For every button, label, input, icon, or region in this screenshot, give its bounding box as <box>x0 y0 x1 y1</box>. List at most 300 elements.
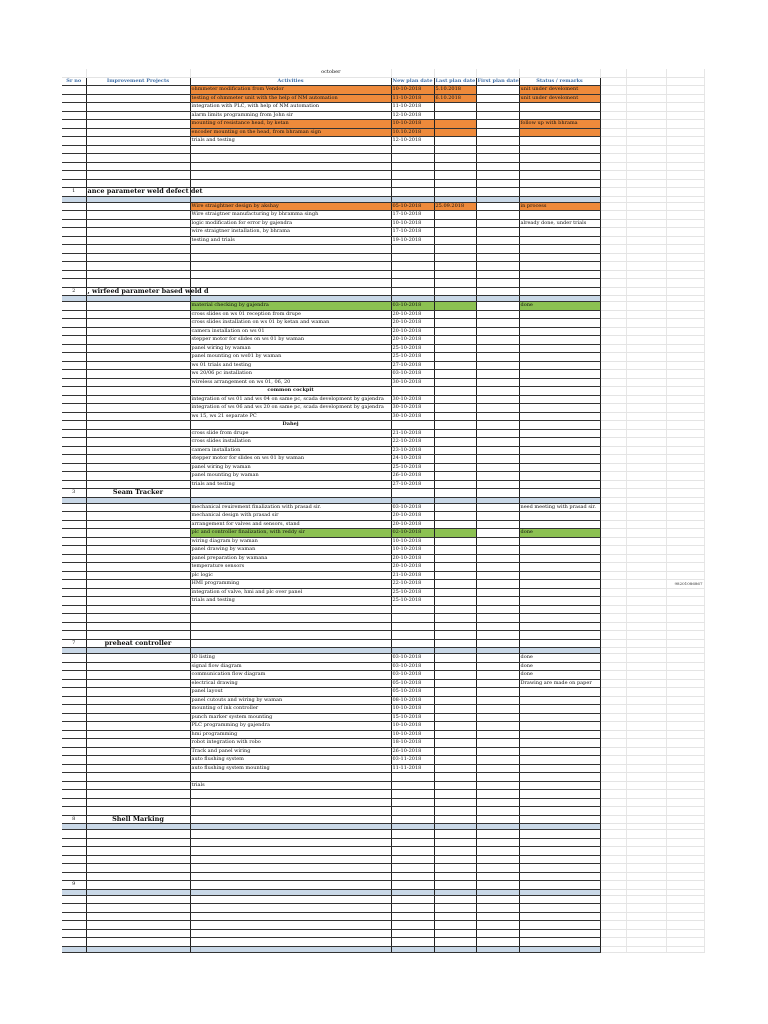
activity-cell[interactable]: plc logic <box>190 571 391 580</box>
activity-cell[interactable]: stepper motor for slides on ws 01 by waman <box>190 336 391 345</box>
status-cell[interactable]: unit under develoment <box>519 94 600 103</box>
activity-cell[interactable] <box>190 881 391 890</box>
new-plan-date-cell[interactable] <box>391 790 434 799</box>
status-cell[interactable] <box>519 480 600 489</box>
new-plan-date-cell[interactable] <box>391 387 434 396</box>
status-cell[interactable] <box>519 145 600 154</box>
first-plan-date-cell[interactable] <box>476 236 519 245</box>
new-plan-date-cell[interactable]: 02-10-2018 <box>391 529 434 538</box>
first-plan-date-cell[interactable] <box>476 679 519 688</box>
first-plan-date-cell[interactable] <box>476 446 519 455</box>
last-plan-date-cell[interactable] <box>434 387 476 396</box>
last-plan-date-cell[interactable] <box>434 546 476 555</box>
status-cell[interactable] <box>519 446 600 455</box>
last-plan-date-cell[interactable] <box>434 120 476 129</box>
last-plan-date-cell[interactable]: 25.09.2018 <box>434 202 476 211</box>
new-plan-date-cell[interactable]: 12-10-2018 <box>391 111 434 120</box>
activity-cell[interactable]: stepper motor for slides on ws 01 by waman <box>190 455 391 464</box>
last-plan-date-cell[interactable] <box>434 179 476 188</box>
activity-cell[interactable]: testing and trials <box>190 236 391 245</box>
new-plan-date-cell[interactable]: 25-10-2018 <box>391 588 434 597</box>
first-plan-date-cell[interactable] <box>476 696 519 705</box>
new-plan-date-cell[interactable] <box>391 807 434 816</box>
first-plan-date-cell[interactable] <box>476 872 519 881</box>
first-plan-date-cell[interactable] <box>476 270 519 279</box>
last-plan-date-cell[interactable] <box>434 563 476 572</box>
new-plan-date-cell[interactable]: 26-10-2018 <box>391 747 434 756</box>
new-plan-date-cell[interactable]: 11-10-2018 <box>391 94 434 103</box>
activity-cell[interactable]: panel preparation by wamana <box>190 554 391 563</box>
last-plan-date-cell[interactable] <box>434 111 476 120</box>
status-cell[interactable] <box>519 537 600 546</box>
activity-cell[interactable] <box>190 938 391 947</box>
status-cell[interactable] <box>519 310 600 319</box>
last-plan-date-cell[interactable] <box>434 730 476 739</box>
activity-cell[interactable]: auto flushing system mounting <box>190 764 391 773</box>
last-plan-date-cell[interactable] <box>434 622 476 631</box>
status-cell[interactable] <box>519 639 600 648</box>
status-cell[interactable]: done <box>519 654 600 663</box>
first-plan-date-cell[interactable] <box>476 472 519 481</box>
last-plan-date-cell[interactable] <box>434 463 476 472</box>
activity-cell[interactable] <box>190 912 391 921</box>
activity-cell[interactable]: integration of ws 01 and ws 04 on same pc, scada development by gajendra <box>190 395 391 404</box>
activity-cell[interactable]: panel mounting by waman <box>190 472 391 481</box>
last-plan-date-cell[interactable] <box>434 489 476 498</box>
new-plan-date-cell[interactable]: 05-10-2018 <box>391 688 434 697</box>
first-plan-date-cell[interactable] <box>476 395 519 404</box>
new-plan-date-cell[interactable]: 20-10-2018 <box>391 336 434 345</box>
activity-cell[interactable] <box>190 245 391 254</box>
activity-cell[interactable]: plc and controller finalization, with reddy sir <box>190 529 391 538</box>
first-plan-date-cell[interactable] <box>476 705 519 714</box>
activity-cell[interactable] <box>190 614 391 623</box>
activity-cell[interactable]: trials and testing <box>190 597 391 606</box>
activity-cell[interactable]: IO listing <box>190 654 391 663</box>
first-plan-date-cell[interactable] <box>476 228 519 237</box>
first-plan-date-cell[interactable] <box>476 202 519 211</box>
first-plan-date-cell[interactable] <box>476 429 519 438</box>
activity-cell[interactable] <box>190 790 391 799</box>
last-plan-date-cell[interactable] <box>434 429 476 438</box>
last-plan-date-cell[interactable] <box>434 245 476 254</box>
first-plan-date-cell[interactable] <box>476 662 519 671</box>
status-cell[interactable]: in process <box>519 202 600 211</box>
first-plan-date-cell[interactable] <box>476 310 519 319</box>
status-cell[interactable] <box>519 336 600 345</box>
status-cell[interactable] <box>519 489 600 498</box>
last-plan-date-cell[interactable] <box>434 137 476 146</box>
status-cell[interactable] <box>519 730 600 739</box>
activity-cell[interactable] <box>190 921 391 930</box>
last-plan-date-cell[interactable] <box>434 253 476 262</box>
activity-cell[interactable]: material checking by gajendra <box>190 302 391 311</box>
new-plan-date-cell[interactable] <box>391 881 434 890</box>
new-plan-date-cell[interactable]: 27-10-2018 <box>391 361 434 370</box>
last-plan-date-cell[interactable] <box>434 904 476 913</box>
new-plan-date-cell[interactable]: 03-10-2018 <box>391 370 434 379</box>
activity-cell[interactable] <box>190 639 391 648</box>
first-plan-date-cell[interactable] <box>476 319 519 328</box>
status-cell[interactable] <box>519 847 600 856</box>
first-plan-date-cell[interactable] <box>476 162 519 171</box>
new-plan-date-cell[interactable]: 22-10-2018 <box>391 580 434 589</box>
new-plan-date-cell[interactable] <box>391 622 434 631</box>
last-plan-date-cell[interactable] <box>434 421 476 430</box>
activity-cell[interactable]: electrical drawing <box>190 679 391 688</box>
activity-cell[interactable]: camera installation <box>190 446 391 455</box>
first-plan-date-cell[interactable] <box>476 327 519 336</box>
first-plan-date-cell[interactable] <box>476 929 519 938</box>
status-cell[interactable] <box>519 245 600 254</box>
status-cell[interactable] <box>519 563 600 572</box>
last-plan-date-cell[interactable] <box>434 764 476 773</box>
activity-cell[interactable]: robot integration with robo <box>190 739 391 748</box>
last-plan-date-cell[interactable] <box>434 520 476 529</box>
new-plan-date-cell[interactable]: 08-10-2018 <box>391 696 434 705</box>
last-plan-date-cell[interactable]: 6.10.2018 <box>434 94 476 103</box>
last-plan-date-cell[interactable] <box>434 688 476 697</box>
new-plan-date-cell[interactable]: 03-10-2018 <box>391 662 434 671</box>
status-cell[interactable] <box>519 904 600 913</box>
status-cell[interactable] <box>519 179 600 188</box>
activity-cell[interactable]: trials and testing <box>190 480 391 489</box>
status-cell[interactable] <box>519 137 600 146</box>
new-plan-date-cell[interactable]: 12-10-2018 <box>391 137 434 146</box>
last-plan-date-cell[interactable] <box>434 154 476 163</box>
first-plan-date-cell[interactable] <box>476 773 519 782</box>
status-cell[interactable] <box>519 228 600 237</box>
status-cell[interactable] <box>519 455 600 464</box>
last-plan-date-cell[interactable] <box>434 537 476 546</box>
status-cell[interactable] <box>519 781 600 790</box>
status-cell[interactable] <box>519 912 600 921</box>
activity-cell[interactable] <box>190 855 391 864</box>
first-plan-date-cell[interactable] <box>476 895 519 904</box>
activity-cell[interactable]: wireless arrangement on ws 01, 06, 20 <box>190 378 391 387</box>
last-plan-date-cell[interactable] <box>434 287 476 296</box>
last-plan-date-cell[interactable] <box>434 739 476 748</box>
activity-cell[interactable] <box>190 262 391 271</box>
first-plan-date-cell[interactable] <box>476 764 519 773</box>
activity-cell[interactable]: wire straigtner installation, by bhrama <box>190 228 391 237</box>
first-plan-date-cell[interactable] <box>476 211 519 220</box>
activity-cell[interactable] <box>190 904 391 913</box>
new-plan-date-cell[interactable] <box>391 938 434 947</box>
new-plan-date-cell[interactable]: 21-10-2018 <box>391 429 434 438</box>
status-cell[interactable] <box>519 739 600 748</box>
last-plan-date-cell[interactable] <box>434 310 476 319</box>
last-plan-date-cell[interactable] <box>434 353 476 362</box>
first-plan-date-cell[interactable] <box>476 815 519 824</box>
new-plan-date-cell[interactable]: 10-10-2018 <box>391 120 434 129</box>
status-cell[interactable] <box>519 588 600 597</box>
last-plan-date-cell[interactable] <box>434 228 476 237</box>
first-plan-date-cell[interactable] <box>476 838 519 847</box>
status-cell[interactable]: follow up with bhrama <box>519 120 600 129</box>
status-cell[interactable] <box>519 188 600 197</box>
first-plan-date-cell[interactable] <box>476 336 519 345</box>
new-plan-date-cell[interactable] <box>391 864 434 873</box>
status-cell[interactable] <box>519 790 600 799</box>
first-plan-date-cell[interactable] <box>476 219 519 228</box>
last-plan-date-cell[interactable] <box>434 171 476 180</box>
new-plan-date-cell[interactable]: 25-10-2018 <box>391 353 434 362</box>
first-plan-date-cell[interactable] <box>476 404 519 413</box>
first-plan-date-cell[interactable] <box>476 904 519 913</box>
first-plan-date-cell[interactable] <box>476 245 519 254</box>
last-plan-date-cell[interactable] <box>434 438 476 447</box>
status-cell[interactable] <box>519 895 600 904</box>
first-plan-date-cell[interactable] <box>476 921 519 930</box>
first-plan-date-cell[interactable] <box>476 412 519 421</box>
last-plan-date-cell[interactable] <box>434 188 476 197</box>
last-plan-date-cell[interactable] <box>434 472 476 481</box>
status-cell[interactable] <box>519 597 600 606</box>
last-plan-date-cell[interactable] <box>434 798 476 807</box>
status-cell[interactable] <box>519 387 600 396</box>
last-plan-date-cell[interactable] <box>434 747 476 756</box>
new-plan-date-cell[interactable] <box>391 188 434 197</box>
activity-cell[interactable]: panel wiring by waman <box>190 344 391 353</box>
last-plan-date-cell[interactable] <box>434 756 476 765</box>
status-cell[interactable] <box>519 614 600 623</box>
last-plan-date-cell[interactable] <box>434 145 476 154</box>
activity-cell[interactable]: panel layout <box>190 688 391 697</box>
status-cell[interactable] <box>519 463 600 472</box>
status-cell[interactable] <box>519 279 600 288</box>
first-plan-date-cell[interactable] <box>476 537 519 546</box>
activity-cell[interactable]: mechanical reuirement finalization with prasad sir. <box>190 503 391 512</box>
activity-cell[interactable]: ws 01 trials and testing <box>190 361 391 370</box>
activity-cell[interactable]: trials <box>190 781 391 790</box>
last-plan-date-cell[interactable] <box>434 211 476 220</box>
first-plan-date-cell[interactable] <box>476 546 519 555</box>
first-plan-date-cell[interactable] <box>476 344 519 353</box>
first-plan-date-cell[interactable] <box>476 912 519 921</box>
first-plan-date-cell[interactable] <box>476 94 519 103</box>
last-plan-date-cell[interactable] <box>434 480 476 489</box>
first-plan-date-cell[interactable] <box>476 855 519 864</box>
last-plan-date-cell[interactable] <box>434 679 476 688</box>
new-plan-date-cell[interactable]: 18-10-2018 <box>391 739 434 748</box>
last-plan-date-cell[interactable] <box>434 378 476 387</box>
new-plan-date-cell[interactable]: 30-10-2018 <box>391 404 434 413</box>
new-plan-date-cell[interactable] <box>391 489 434 498</box>
new-plan-date-cell[interactable]: 11-11-2018 <box>391 764 434 773</box>
new-plan-date-cell[interactable] <box>391 605 434 614</box>
activity-cell[interactable]: panel mounting on ws01 by waman <box>190 353 391 362</box>
new-plan-date-cell[interactable]: 20-10-2018 <box>391 327 434 336</box>
last-plan-date-cell[interactable] <box>434 455 476 464</box>
first-plan-date-cell[interactable] <box>476 631 519 640</box>
first-plan-date-cell[interactable] <box>476 730 519 739</box>
last-plan-date-cell[interactable] <box>434 838 476 847</box>
new-plan-date-cell[interactable] <box>391 855 434 864</box>
status-cell[interactable]: already done, under trials <box>519 219 600 228</box>
activity-cell[interactable] <box>190 145 391 154</box>
new-plan-date-cell[interactable] <box>391 929 434 938</box>
last-plan-date-cell[interactable] <box>434 671 476 680</box>
last-plan-date-cell[interactable] <box>434 554 476 563</box>
last-plan-date-cell[interactable] <box>434 404 476 413</box>
status-cell[interactable] <box>519 580 600 589</box>
status-cell[interactable] <box>519 688 600 697</box>
status-cell[interactable] <box>519 287 600 296</box>
status-cell[interactable] <box>519 764 600 773</box>
last-plan-date-cell[interactable] <box>434 631 476 640</box>
status-cell[interactable] <box>519 546 600 555</box>
new-plan-date-cell[interactable]: 10-10-2018 <box>391 86 434 95</box>
status-cell[interactable] <box>519 236 600 245</box>
last-plan-date-cell[interactable] <box>434 395 476 404</box>
last-plan-date-cell[interactable] <box>434 881 476 890</box>
new-plan-date-cell[interactable]: 03-10-2018 <box>391 302 434 311</box>
new-plan-date-cell[interactable] <box>391 773 434 782</box>
new-plan-date-cell[interactable] <box>391 639 434 648</box>
new-plan-date-cell[interactable] <box>391 921 434 930</box>
activity-cell[interactable]: trials and testing <box>190 137 391 146</box>
new-plan-date-cell[interactable]: 03-10-2018 <box>391 671 434 680</box>
new-plan-date-cell[interactable]: 20-10-2018 <box>391 563 434 572</box>
activity-cell[interactable]: communication flow diagram <box>190 671 391 680</box>
first-plan-date-cell[interactable] <box>476 387 519 396</box>
status-cell[interactable] <box>519 705 600 714</box>
first-plan-date-cell[interactable] <box>476 654 519 663</box>
activity-cell[interactable]: panel drawing by waman <box>190 546 391 555</box>
first-plan-date-cell[interactable] <box>476 605 519 614</box>
new-plan-date-cell[interactable]: 10-10-2018 <box>391 722 434 731</box>
last-plan-date-cell[interactable] <box>434 773 476 782</box>
activity-cell[interactable]: testing of ohmmeter unit with the help of NM automation <box>190 94 391 103</box>
status-cell[interactable] <box>519 421 600 430</box>
status-cell[interactable] <box>519 713 600 722</box>
new-plan-date-cell[interactable]: 19-10-2018 <box>391 236 434 245</box>
activity-cell[interactable] <box>190 830 391 839</box>
new-plan-date-cell[interactable] <box>391 830 434 839</box>
new-plan-date-cell[interactable]: 03-11-2018 <box>391 756 434 765</box>
status-cell[interactable] <box>519 631 600 640</box>
new-plan-date-cell[interactable]: 26-10-2018 <box>391 472 434 481</box>
last-plan-date-cell[interactable] <box>434 662 476 671</box>
last-plan-date-cell[interactable] <box>434 722 476 731</box>
new-plan-date-cell[interactable] <box>391 245 434 254</box>
activity-cell[interactable]: Wire straigtner manufacturing by bhramma singh <box>190 211 391 220</box>
first-plan-date-cell[interactable] <box>476 529 519 538</box>
activity-cell[interactable]: panel cutouts and wiring by waman <box>190 696 391 705</box>
activity-cell[interactable] <box>190 798 391 807</box>
status-cell[interactable] <box>519 520 600 529</box>
first-plan-date-cell[interactable] <box>476 128 519 137</box>
status-cell[interactable]: done <box>519 671 600 680</box>
status-cell[interactable] <box>519 773 600 782</box>
new-plan-date-cell[interactable]: 27-10-2018 <box>391 480 434 489</box>
activity-cell[interactable]: Track and panel wiring <box>190 747 391 756</box>
activity-cell[interactable] <box>190 179 391 188</box>
status-cell[interactable] <box>519 327 600 336</box>
new-plan-date-cell[interactable] <box>391 798 434 807</box>
activity-cell[interactable]: integration with PLC, with help of NM automation <box>190 103 391 112</box>
activity-cell[interactable] <box>190 773 391 782</box>
last-plan-date-cell[interactable] <box>434 605 476 614</box>
first-plan-date-cell[interactable] <box>476 938 519 947</box>
activity-cell[interactable]: wiring diagram by waman <box>190 537 391 546</box>
activity-cell[interactable]: ws 20/06 pc installation <box>190 370 391 379</box>
last-plan-date-cell[interactable] <box>434 336 476 345</box>
first-plan-date-cell[interactable] <box>476 554 519 563</box>
status-cell[interactable] <box>519 171 600 180</box>
first-plan-date-cell[interactable] <box>476 588 519 597</box>
status-cell[interactable]: done <box>519 529 600 538</box>
first-plan-date-cell[interactable] <box>476 713 519 722</box>
first-plan-date-cell[interactable] <box>476 563 519 572</box>
new-plan-date-cell[interactable] <box>391 171 434 180</box>
last-plan-date-cell[interactable] <box>434 162 476 171</box>
last-plan-date-cell[interactable] <box>434 279 476 288</box>
activity-cell[interactable] <box>190 489 391 498</box>
last-plan-date-cell[interactable] <box>434 855 476 864</box>
status-cell[interactable] <box>519 353 600 362</box>
status-cell[interactable] <box>519 881 600 890</box>
new-plan-date-cell[interactable]: 25-10-2018 <box>391 344 434 353</box>
first-plan-date-cell[interactable] <box>476 154 519 163</box>
first-plan-date-cell[interactable] <box>476 489 519 498</box>
first-plan-date-cell[interactable] <box>476 253 519 262</box>
activity-cell[interactable] <box>190 171 391 180</box>
new-plan-date-cell[interactable]: 20-10-2018 <box>391 520 434 529</box>
first-plan-date-cell[interactable] <box>476 781 519 790</box>
new-plan-date-cell[interactable] <box>391 162 434 171</box>
last-plan-date-cell[interactable] <box>434 790 476 799</box>
status-cell[interactable] <box>519 921 600 930</box>
activity-cell[interactable] <box>190 929 391 938</box>
activity-cell[interactable]: cross slide from drupe <box>190 429 391 438</box>
activity-cell[interactable]: HMI programming <box>190 580 391 589</box>
last-plan-date-cell[interactable] <box>434 262 476 271</box>
status-cell[interactable] <box>519 512 600 521</box>
status-cell[interactable] <box>519 747 600 756</box>
activity-cell[interactable]: PLC programming by gajendra <box>190 722 391 731</box>
new-plan-date-cell[interactable]: 25-10-2018 <box>391 463 434 472</box>
activity-cell[interactable]: temperature sensors <box>190 563 391 572</box>
last-plan-date-cell[interactable] <box>434 270 476 279</box>
last-plan-date-cell[interactable] <box>434 503 476 512</box>
first-plan-date-cell[interactable] <box>476 503 519 512</box>
new-plan-date-cell[interactable] <box>391 421 434 430</box>
new-plan-date-cell[interactable] <box>391 179 434 188</box>
status-cell[interactable] <box>519 472 600 481</box>
status-cell[interactable] <box>519 571 600 580</box>
status-cell[interactable] <box>519 830 600 839</box>
last-plan-date-cell[interactable] <box>434 327 476 336</box>
first-plan-date-cell[interactable] <box>476 847 519 856</box>
first-plan-date-cell[interactable] <box>476 455 519 464</box>
activity-cell[interactable] <box>190 287 391 296</box>
last-plan-date-cell[interactable] <box>434 319 476 328</box>
status-cell[interactable] <box>519 855 600 864</box>
activity-cell[interactable] <box>190 188 391 197</box>
activity-cell[interactable]: auto flushing system <box>190 756 391 765</box>
activity-cell[interactable] <box>190 270 391 279</box>
activity-cell[interactable]: common cockpit <box>190 387 391 396</box>
last-plan-date-cell[interactable] <box>434 713 476 722</box>
activity-cell[interactable] <box>190 815 391 824</box>
first-plan-date-cell[interactable] <box>476 571 519 580</box>
new-plan-date-cell[interactable]: 17-10-2018 <box>391 211 434 220</box>
new-plan-date-cell[interactable] <box>391 262 434 271</box>
first-plan-date-cell[interactable] <box>476 597 519 606</box>
new-plan-date-cell[interactable] <box>391 279 434 288</box>
